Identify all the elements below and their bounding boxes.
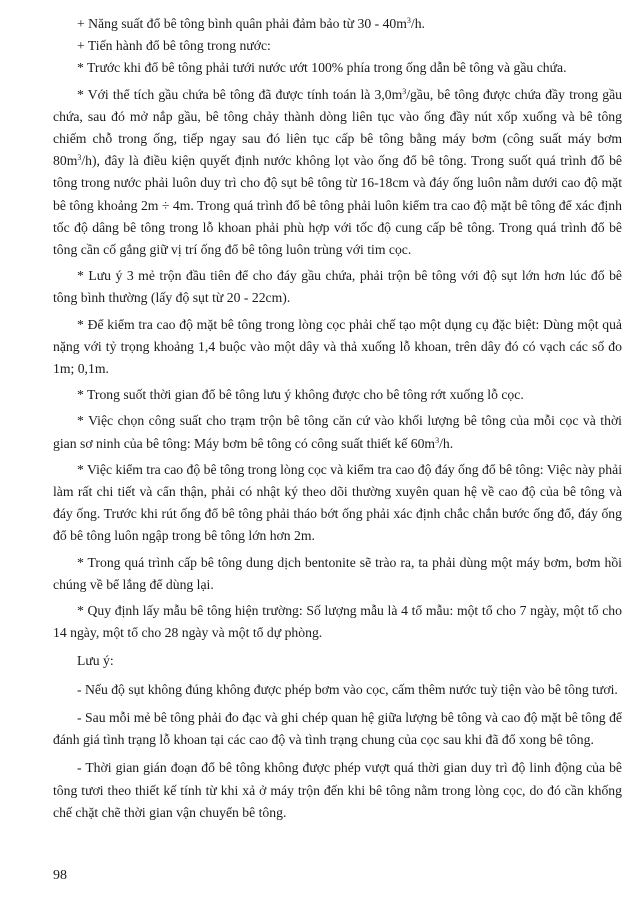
paragraph-plant-capacity: * Việc chọn công suất cho trạm trộn bê tông căn cứ vào khối lượng bê tông của mỗi cọc và thời gian sơ ninh của bê tông: Máy bơm bê tông có công suất thiết kế $60m^3/h$. [53,413,622,451]
paragraph-sampling: * Quy định lấy mẫu bê tông hiện trường: Số lượng mẫu là 4 tổ mẫu: một tổ cho 7 ngày, một tổ cho 14 ngày, một tổ cho 28 ngày và một tổ dự phòng. [53,603,622,641]
paragraph-first-batches: * Lưu ý 3 mẻ trộn đầu tiên để cho đáy gầu chứa, phải trộn bê tông với độ sụt lớn hơn lúc đổ bê tông bình thường (lấy độ sụt từ 20 - 22cm). [53,268,622,306]
paragraph-interruption-time: - Thời gian gián đoạn đổ bê tông không được phép vượt quá thời gian duy trì độ linh động của bê tông tươi theo thiết kế tính từ khi xả ở máy trộn đến khi bê tông nằm trong lòng cọc, do đó cần khống chế chặt chẽ thời gian vận chuyển bê tông. [53,760,622,820]
paragraph-productivity: + Năng suất đổ bê tông bình quân phải đảm bảo từ $30 - 40m^3/h$. [77,16,425,31]
paragraph-bentonite: * Trong quá trình cấp bê tông dung dịch bentonite sẽ trào ra, ta phải dùng một máy bơm, bơm hồi chúng về bể lắng để dùng lại. [53,554,622,592]
paragraph-level-monitoring: * Việc kiểm tra cao độ bê tông trong lòng cọc và kiểm tra cao độ đáy ống đổ bê tông: Việc này phải làm rất chi tiết và cẩn thận, phải có nhật ký theo dõi thường xuyên quan hệ về cao độ của bê tông và đáy ống. Trước khi rút ống đổ bê tông phải tháo bớt ống phải xác định chắc chắn bước ống đổ, đáy ống đổ bê tông luôn ngập trong bê tông lớn hơn 2m. [53,461,622,544]
paragraph-no-dropping: * Trong suốt thời gian đổ bê tông lưu ý không được cho bê tông rớt xuống lỗ cọc. [77,387,524,403]
paragraph-record-keeping: - Sau mỗi mẻ bê tông phải đo đạc và ghi chép quan hệ giữa lượng bê tông và cao độ mặt bê tông để đánh giá tình trạng lỗ khoan tại các cao độ và tình trạng chung của cọc sau khi đã đổ xong bê tông. [53,709,622,748]
paragraph-slump-rule: - Nếu độ sụt không đúng không được phép bơm vào cọc, cấm thêm nước tuỳ tiện vào bê tông tươi. [77,681,618,697]
paragraph-prewetting: * Trước khi đổ bê tông phải tưới nước ướt 100% phía trong ống dẫn bê tông và gầu chứa. [77,60,567,76]
paragraph-hopper-volume: * Với thể tích gầu chứa bê tông đã được tính toán là $3,0m^3$/gầu, bê tông được chứa đầy trong gầu chứa, sau đó mở nắp gầu, bê tông chảy thành dòng liên tục vào ống đầy nút xốp xuống và bê tông chiếm chỗ trong ống, tiếp ngay sau đó liên tục cấp bê tông bằng máy bơm (công suất máy bơm $80m^3/h$), đây là điều kiện quyết định nước không lọt vào ống đổ bê tông. Trong suốt quá trình đổ bê tông trong nước phải luôn duy trì cho độ sụt bê tông từ 16-18cm và đáy ống luôn nằm dưới cao độ mặt bê tông khoảng 2m ÷ 4m. Trong quá trình đổ bê tông phải luôn kiểm tra cao độ mặt bê tông để xác định tốc độ dâng bê tông trong lỗ khoan phải phù hợp với tốc độ cung cấp bê tông. Trong quá trình đổ bê tông cần cố gắng giữ vị trí ống đổ bê tông luôn trùng với tim cọc. [53,86,623,258]
paragraph-note-heading: Lưu ý: [77,653,114,669]
paragraph-underwater-pouring: + Tiến hành đổ bê tông trong nước: [77,38,271,54]
paragraph-level-check-tool: * Để kiểm tra cao độ mặt bê tông trong lòng cọc phải chế tạo một dụng cụ đặc biệt: Dùng một quả nặng với tỷ trọng khoảng 1,4 buộc vào một dây và thả xuống lỗ khoan, trên dây đó có vạch các số đo 1m; 0,1m. [53,316,622,377]
page-number: 98 [53,868,67,883]
